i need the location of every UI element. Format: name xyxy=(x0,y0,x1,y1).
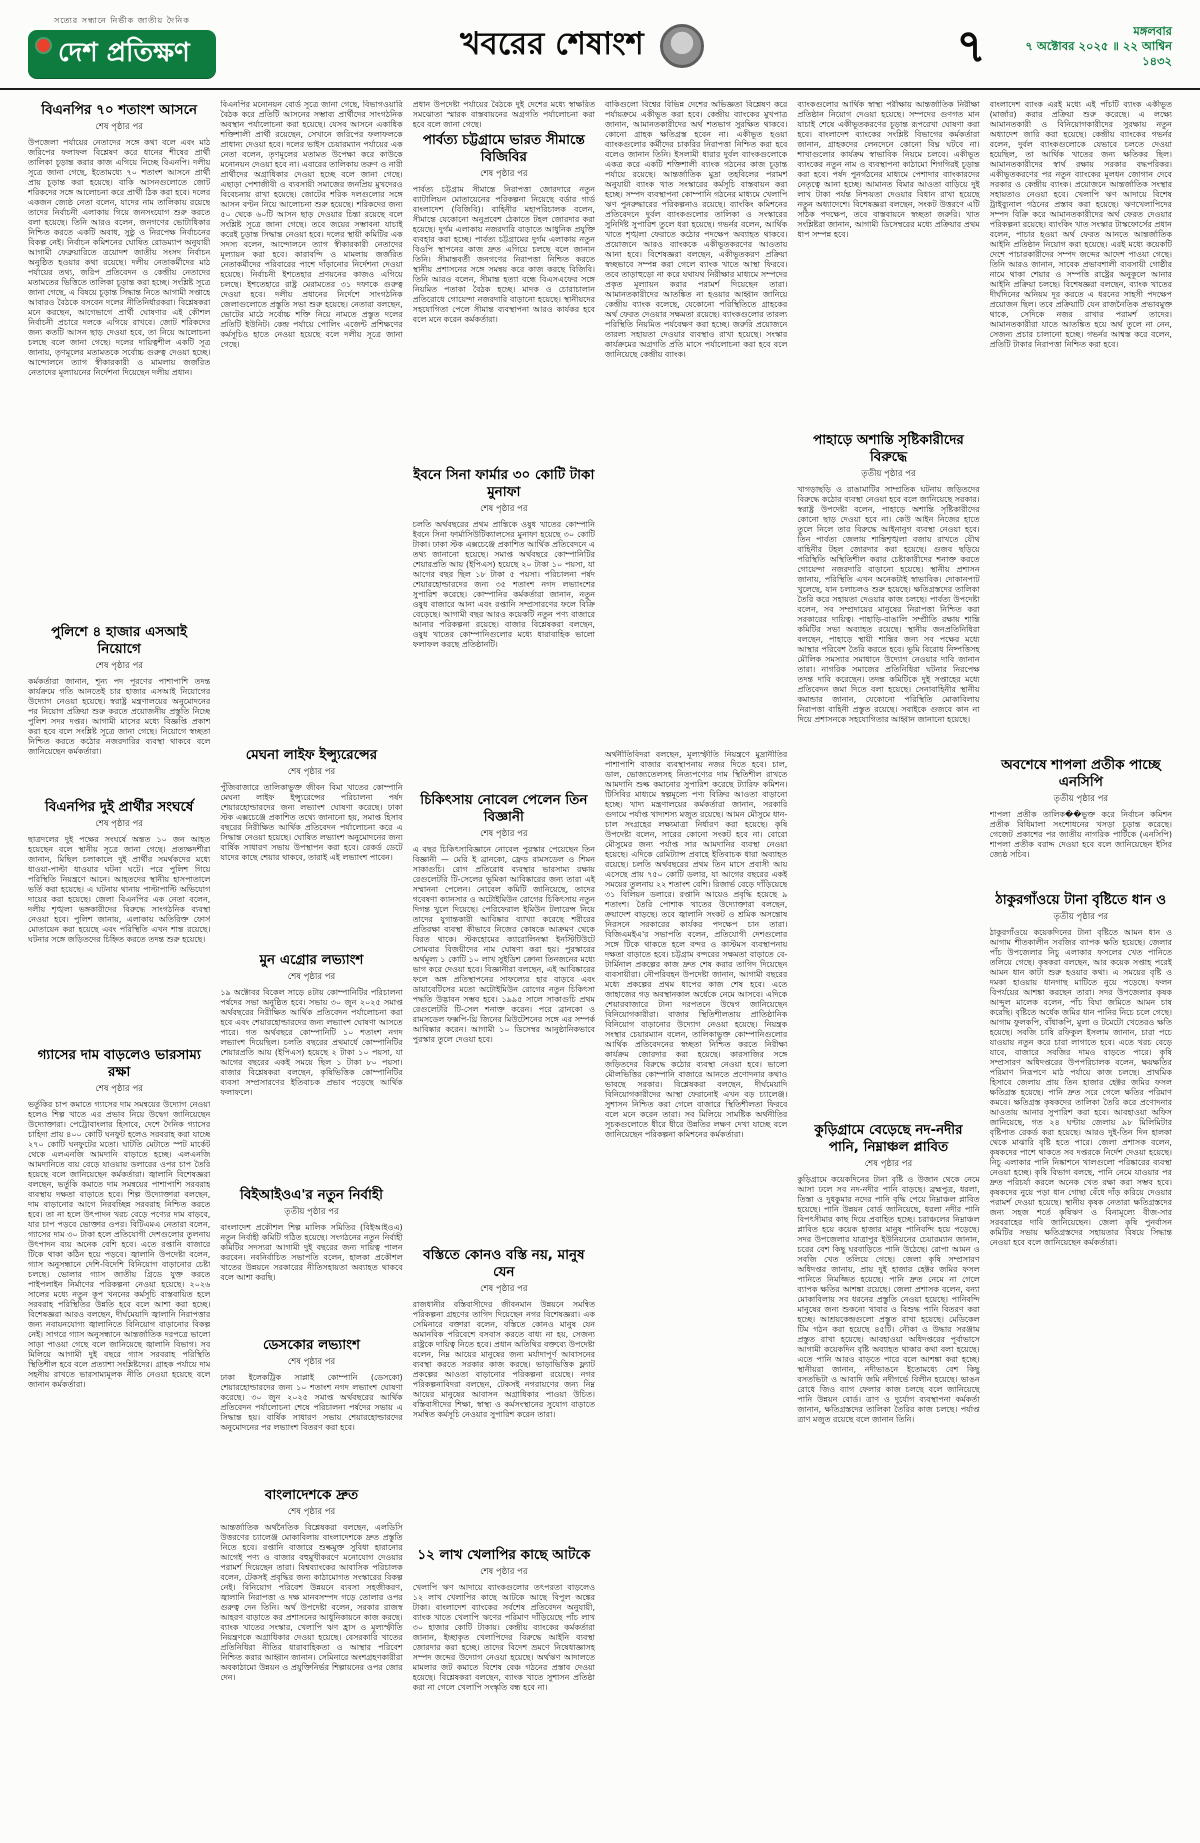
article-body: অর্থনীতিবিদরা বলছেন, মূল্যস্ফীতি নিয়ন্ত্রণে মুদ্রানীতির পাশাপাশি বাজার ব্যবস্থাপনায় নজর দিতে হবে। চাল, ডাল, ভোজ্যতেলসহ নিত্যপণ্যের দাম স্থিতিশীল রাখতে আমদানি শুল্ক কমানোর সুপারিশ করেছে ট্যারিফ কমিশন। টিসিবির মাধ্যমে স্বল্পমূল্যে পণ্য বিক্রির আওতা বাড়ানো হচ্ছে। খাদ্য মন্ত্রণালয়ের কর্মকর্তারা জানান, সরকারি গুদামে পর্যাপ্ত খাদ্যশস্য মজুত রয়েছে। আমন মৌসুমে ধান-চাল সংগ্রহের লক্ষ্যমাত্রা নির্ধারণ করা হয়েছে। কৃষি উপদেষ্টা বলেন, সারের কোনো সংকট হবে না। বোরো মৌসুমের জন্য পর্যাপ্ত সার আমদানির ব্যবস্থা নেওয়া হয়েছে। এদিকে রেমিট্যান্স প্রবাহে ইতিবাচক ধারা অব্যাহত রয়েছে। চলতি অর্থবছরের প্রথম তিন মাসে প্রবাসী আয় এসেছে প্রায় ৭৫০ কোটি ডলার, যা আগের বছরের একই সময়ের তুলনায় ২২ শতাংশ বেশি। রিজার্ভ বেড়ে দাঁড়িয়েছে ৩১ বিলিয়ন ডলারে। রপ্তানি আয়েও প্রবৃদ্ধি হয়েছে ৯ শতাংশ। তৈরি পোশাক খাতের উদ্যোক্তারা বলছেন, ক্রয়াদেশ বাড়ছে। তবে জ্বালানি সংকট ও শ্রমিক অসন্তোষ নিরসনে সরকারের কার্যকর পদক্ষেপ চান তারা। বিজিএমইএ'র সভাপতি বলেন, প্রতিযোগী দেশগুলোর সঙ্গে টিকে থাকতে হলে বন্দর ও কাস্টমস ব্যবস্থাপনায় দক্ষতা বাড়াতে হবে। চট্টগ্রাম বন্দরের সক্ষমতা বাড়াতে বে-টার্মিনাল প্রকল্পের কাজ দ্রুত শেষ করার তাগিদ দিয়েছেন ব্যবসায়ীরা। নৌপরিবহন উপদেষ্টা জানান, আগামী বছরের মধ্যে প্রকল্পের প্রথম ধাপের কাজ শেষ হবে। এতে জাহাজের গড় অবস্থানকাল অর্ধেকে নেমে আসবে। এদিকে শেয়ারবাজারে টানা দরপতনে উদ্বেগ জানিয়েছেন বিনিয়োগকারীরা। বাজার স্থিতিশীলতায় প্রাতিষ্ঠানিক বিনিয়োগ বাড়ানোর উদ্যোগ নেওয়া হয়েছে। নিয়ন্ত্রক সংস্থার চেয়ারম্যান বলেন, তালিকাভুক্ত কোম্পানিগুলোর আর্থিক প্রতিবেদনের স্বচ্ছতা নিশ্চিত করতে নিরীক্ষা কার্যক্রম জোরদার করা হয়েছে। কারসাজির সঙ্গে জড়িতদের বিরুদ্ধে কঠোর ব্যবস্থা নেওয়া হবে। ভালো মৌলভিত্তির কোম্পানি বাজারে আনতে প্রণোদনার কথাও ভাবছে সরকার। বিশ্লেষকরা বলছেন, দীর্ঘমেয়াদি বিনিয়োগকারীদের আস্থা ফেরানোই এখন বড় চ্যালেঞ্জ। সুশাসন নিশ্চিত করা গেলে বাজারে স্থিতিশীলতা ফিরবে বলে মনে করেন তারা। সব মিলিয়ে সামষ্টিক অর্থনীতির সূচকগুলোতে ধীরে ধীরে উন্নতির লক্ষণ দেখা যাচ্ছে বলে জানিয়েছেন পরিকল্পনা কমিশনের কর্মকর্তারা। xyxy=(604,750,788,1139)
article-headline: বিইআইওএ'র নতুন নির্বাহী xyxy=(240,1187,383,1203)
masthead-brand xyxy=(28,15,216,78)
article-body: চলতি অর্থবছরের প্রথম প্রান্তিকে ওষুধ খাতের কোম্পানি ইবনে সিনা ফার্মাসিউটিক্যালসের মুনাফা হয়েছে ৩০ কোটি টাকা। ঢাকা স্টক এক্সচেঞ্জে প্রকাশিত আর্থিক প্রতিবেদনে এ তথ্য জানানো হয়েছে। সমাপ্ত অর্থবছরে কোম্পানিটির শেয়ারপ্রতি আয় (ইপিএস) হয়েছে ২০ টাকা ১০ পয়সা, যা আগের বছর ছিল ১৮ টাকা ৫ পয়সা। পরিচালনা পর্ষদ শেয়ারহোল্ডারদের জন্য ৩৫ শতাংশ নগদ লভ্যাংশের সুপারিশ করেছে। কোম্পানির কর্মকর্তারা জানান, নতুন ওষুধ বাজারে আনা এবং রপ্তানি সম্প্রসারণের ফলে বিক্রি বেড়েছে। আগামী বছর আরও কয়েকটি নতুন পণ্য বাজারে আনার পরিকল্পনা রয়েছে। বাজার বিশ্লেষকরা বলছেন, ওষুধ খাতের কোম্পানিগুলোর মধ্যে ধারাবাহিক ভালো ফলাফল করছে প্রতিষ্ঠানটি। xyxy=(412,520,595,649)
article-body: কর্মকর্তারা জানান, শূন্য পদ পূরণের পাশাপাশি তদন্ত কার্যক্রমে গতি আনতেই চার হাজার এসআই নিয়োগের উদ্যোগ নেওয়া হয়েছে। স্বরাষ্ট্র মন্ত্রণালয়ের অনুমোদনের পর নিয়োগ প্রক্রিয়া শুরু করতে প্রয়োজনীয় প্রস্তুতি নিচ্ছে পুলিশ সদর দপ্তর। আগামী মাসের মধ্যে বিজ্ঞপ্তি প্রকাশ করা হবে বলে সংশ্লিষ্ট সূত্রে জানা গেছে। নিয়োগে স্বচ্ছতা নিশ্চিত করতে কঠোর নজরদারির ব্যবস্থা থাকবে বলে জানিয়েছেন কর্মকর্তারা। xyxy=(28,677,211,756)
article xyxy=(28,100,210,622)
article-body: কুড়িগ্রামে কয়েকদিনের টানা বৃষ্টি ও উজান থেকে নেমে আসা ঢলে সব নদ-নদীর পানি বাড়ছে। ব্রহ্মপুত্র, ধরলা, তিস্তা ও দুধকুমার নদের পানি বৃদ্ধি পেয়ে নিম্নাঞ্চল প্লাবিত হয়েছে। পানি উন্নয়ন বোর্ড জানিয়েছে, ধরলা নদীর পানি বিপৎসীমার কাছ দিয়ে প্রবাহিত হচ্ছে। চরাঞ্চলের নিম্নাঞ্চল প্লাবিত হয়ে কয়েক হাজার মানুষ পানিবন্দি হয়ে পড়েছে। সদর উপজেলার যাত্রাপুর ইউনিয়নের চেয়ারম্যান জানান, চরের বেশ কিছু ঘরবাড়িতে পানি উঠেছে। রোপা আমন ও সবজি খেত তলিয়ে গেছে। জেলা কৃষি সম্প্রসারণ অধিদপ্তর জানায়, প্রায় দুই হাজার হেক্টর জমির ফসল পানিতে নিমজ্জিত হয়েছে। পানি দ্রুত নেমে না গেলে ব্যাপক ক্ষতির আশঙ্কা রয়েছে। জেলা প্রশাসক বলেন, বন্যা মোকাবিলায় সব ধরনের প্রস্তুতি নেওয়া হয়েছে। পানিবন্দি মানুষের জন্য শুকনো খাবার ও বিশুদ্ধ পানি বিতরণ করা হচ্ছে। আশ্রয়কেন্দ্রগুলো প্রস্তুত রাখা হয়েছে। মেডিকেল টিম গঠন করা হয়েছে ৪৫টি। নৌকা ও উদ্ধার সরঞ্জাম প্রস্তুত রাখা হয়েছে। আবহাওয়া অধিদপ্তরের পূর্বাভাসে আগামী কয়েকদিন বৃষ্টি অব্যাহত থাকার কথা বলা হয়েছে। এতে পানি আরও বাড়তে পারে বলে আশঙ্কা করা হচ্ছে। স্থানীয়রা জানান, নদীভাঙনে ইতোমধ্যে বেশ কিছু বসতভিটা ও আবাদি জমি নদীগর্ভে বিলীন হয়েছে। ভাঙন রোধে জিও ব্যাগ ফেলার কাজ চলছে বলে জানিয়েছে পানি উন্নয়ন বোর্ড। ত্রাণ ও দুর্যোগ ব্যবস্থাপনা কর্মকর্তা জানান, ক্ষতিগ্রস্তদের তালিকা তৈরির কাজ চলছে। পর্যাপ্ত ত্রাণ মজুত রয়েছে বলে জানান তিনি। xyxy=(797,1175,980,1424)
article-body: বাকিগুলো বিশ্বের বিভিন্ন দেশের অভিজ্ঞতা বিশ্লেষণ করে পর্যায়ক্রমে একীভূত করা হবে। কেন্দ্রীয় ব্যাংকের মুখপাত্র জানান, আমানতকারীদের অর্থ শতভাগ সুরক্ষিত থাকবে। কোনো গ্রাহক ক্ষতিগ্রস্ত হবেন না। একীভূত হওয়া ব্যাংকগুলোর কর্মীদের চাকরির নিরাপত্তা নিশ্চিত করা হবে বলেও জানান তিনি। ইসলামী ধারার দুর্বল ব্যাংকগুলোকে একত্র করে একটি শক্তিশালী ব্যাংক গঠনের কাজ চূড়ান্ত পর্যায়ে রয়েছে। আন্তর্জাতিক মুদ্রা তহবিলের পরামর্শ অনুযায়ী ব্যাংক খাত সংস্কারের কর্মসূচি বাস্তবায়ন করা হচ্ছে। সম্পদ ব্যবস্থাপনা কোম্পানি গঠনের মাধ্যমে খেলাপি ঋণ পুনরুদ্ধারের পরিকল্পনাও রয়েছে। ব্যাংকিং কমিশনের প্রতিবেদনে দুর্বল ব্যাংকগুলোর তালিকা ও সংস্কারের সুনির্দিষ্ট সুপারিশ তুলে ধরা হয়েছে। গভর্নর বলেন, আর্থিক খাতে শৃঙ্খলা ফেরাতে কঠোর পদক্ষেপ অব্যাহত থাকবে। প্রয়োজনে আরও ব্যাংককে একীভূতকরণের আওতায় আনা হবে। বিশেষজ্ঞরা বলছেন, একীভূতকরণ প্রক্রিয়া স্বচ্ছভাবে সম্পন্ন করা গেলে ব্যাংক খাতে আস্থা ফিরবে। তবে তাড়াহুড়ো না করে যথাযথ নিরীক্ষার মাধ্যমে সম্পদের প্রকৃত মূল্যায়ন করার পরামর্শ দিয়েছেন তারা। আমানতকারীদের আতঙ্কিত না হওয়ার আহ্বান জানিয়ে কেন্দ্রীয় ব্যাংক বলেছে, যেকোনো পরিস্থিতিতে গ্রাহকের অর্থ ফেরত দেওয়ার সক্ষমতা রয়েছে। ব্যাংকগুলোর তারল্য পরিস্থিতি নিয়মিত পর্যবেক্ষণ করা হচ্ছে। জরুরি প্রয়োজনে তারল্য সহায়তা দেওয়ার ব্যবস্থাও রাখা হয়েছে। সংস্কার কার্যক্রমের অগ্রগতি প্রতি মাসে পর্যালোচনা করা হবে বলে জানিয়েছে কেন্দ্রীয় ব্যাংক। xyxy=(604,100,788,359)
article-headline: গ্যাসের দাম বাড়লেও ভারসাম্য রক্ষা xyxy=(37,1047,201,1080)
article-continuation xyxy=(413,100,595,130)
masthead-name: দেশ প্রতিক্ষণ xyxy=(58,37,190,68)
dateline xyxy=(1012,24,1172,69)
continued-from-note: শেষ পৃষ্ঠার পর xyxy=(287,767,336,777)
article-body: আন্তর্জাতিক অর্থনৈতিক বিশ্লেষকরা বলছেন, এলডিসি উত্তরণের চ্যালেঞ্জ মোকাবিলায় বাংলাদেশকে দ্রুত প্রস্তুতি নিতে হবে। রপ্তানি বাজারে শুল্কমুক্ত সুবিধা হারানোর আগেই পণ্য ও বাজার বহুমুখীকরণে মনোযোগ দেওয়ার পরামর্শ দিয়েছেন তারা। বিশ্বব্যাংকের আবাসিক পরিচালক বলেন, টেকসই প্রবৃদ্ধির জন্য কাঠামোগত সংস্কারের বিকল্প নেই। বিনিয়োগ পরিবেশ উন্নয়নে ব্যবসা সহজীকরণ, জ্বালানি নিরাপত্তা ও দক্ষ মানবসম্পদ গড়ে তোলার ওপর গুরুত্ব দেন তিনি। অর্থ উপদেষ্টা বলেন, সরকার রাজস্ব আহরণ বাড়াতে কর প্রশাসনের আধুনিকায়নে কাজ করছে। ব্যাংক খাতের সংস্কার, খেলাপি ঋণ হ্রাস ও মূল্যস্ফীতি নিয়ন্ত্রণকে অগ্রাধিকার দেওয়া হয়েছে। বেসরকারি খাতের প্রতিনিধিরা নীতির ধারাবাহিকতা ও আস্থার পরিবেশ নিশ্চিত করার আহ্বান জানান। সেমিনারে অংশগ্রহণকারীরা অবকাঠামো উন্নয়ন ও প্রযুক্তিনির্ভর শিল্পায়নের ওপর জোর দেন। xyxy=(220,1523,403,1682)
article-body: বাংলাদেশ ব্যাংক এরই মধ্যে এই পাঁচটি ব্যাংক একীভূত (মার্জার) করার প্রক্রিয়া শুরু করেছে। এ লক্ষ্যে আমানতকারী ও বিনিয়োগকারীদের সুরক্ষায় নতুন অধ্যাদেশ জারি করা হয়েছে। কেন্দ্রীয় ব্যাংকের গভর্নর বলেন, দুর্বল ব্যাংকগুলোকে যেভাবে চলতে দেওয়া হয়েছিল, তা আর্থিক খাতের জন্য ক্ষতিকর ছিল। আমানতকারীদের স্বার্থ রক্ষায় সরকার বদ্ধপরিকর। একীভূতকরণের পর নতুন ব্যাংকের মূলধন জোগান দেবে সরকার ও কেন্দ্রীয় ব্যাংক। প্রয়োজনে আন্তর্জাতিক সংস্থার সহায়তাও নেওয়া হবে। খেলাপি ঋণ আদায়ে বিশেষ ট্রাইব্যুনাল গঠনের প্রস্তাব করা হয়েছে। ঋণখেলাপিদের সম্পদ বিক্রি করে আমানতকারীদের অর্থ ফেরত দেওয়ার পরিকল্পনা রয়েছে। ব্যাংকিং খাত সংস্কার টাস্কফোর্সের প্রধান বলেন, পাচার হওয়া অর্থ ফেরত আনতে আন্তর্জাতিক আইনি প্রতিষ্ঠান নিয়োগ করা হয়েছে। এরই মধ্যে কয়েকটি দেশে পাচারকারীদের সম্পদ জব্দের আদেশ পাওয়া গেছে। তিনি আরও জানান, সাবেক প্রভাবশালী ব্যবসায়ী গোষ্ঠীর নামে থাকা শেয়ার ও সম্পত্তি রাষ্ট্রের অনুকূলে আনার আইনি প্রক্রিয়া চলছে। বিশেষজ্ঞরা বলছেন, ব্যাংক খাতের দীর্ঘদিনের অনিয়ম দূর করতে এ ধরনের সাহসী পদক্ষেপ প্রয়োজন ছিল। তবে প্রক্রিয়াটি যেন রাজনৈতিক প্রভাবমুক্ত থাকে, সেদিকে নজর রাখার পরামর্শ তাদের। আমানতকারীরা যাতে আতঙ্কিত হয়ে অর্থ তুলে না নেন, সেজন্য প্রচার চালানো হচ্ছে। গভর্নর আশ্বস্ত করে বলেন, প্রতিটি টাকার নিরাপত্তা নিশ্চিত করা হবে। xyxy=(989,100,1172,349)
continued-from-note: শেষ পৃষ্ঠার পর xyxy=(95,122,143,132)
article xyxy=(413,1545,595,1840)
dateline-date: ৭ অক্টোবর ২০২৫ ॥ ২২ আশ্বিন ১৪৩২ xyxy=(1025,38,1172,68)
article-headline: বিএনপির দুই প্রার্থীর সংঘর্ষে xyxy=(45,799,194,815)
section-title-group xyxy=(460,20,704,72)
article-headline: পার্বত্য চট্টগ্রামে ভারত সীমান্তে বিজিবির xyxy=(422,132,585,165)
article xyxy=(413,790,595,1245)
article xyxy=(413,465,595,790)
article xyxy=(413,1245,595,1545)
continued-from-note: শেষ পৃষ্ঠার পর xyxy=(864,1159,913,1169)
article-headline: বিএনপির ৭০ শতাংশ আসনে xyxy=(41,102,198,118)
article-body: পার্বত্য চট্টগ্রাম সীমান্তে নিরাপত্তা জোরদারে নতুন ব্যাটালিয়ন মোতায়েনের পরিকল্পনা নিয়েছে বর্ডার গার্ড বাংলাদেশ (বিজিবি)। বাহিনীর মহাপরিচালক বলেন, সীমান্তে যেকোনো অনুপ্রবেশ ঠেকাতে টহল জোরদার করা হয়েছে। দুর্গম এলাকায় নজরদারি বাড়াতে আধুনিক প্রযুক্তি ব্যবহার করা হচ্ছে। পার্বত্য চট্টগ্রামের দুর্গম এলাকায় নতুন বিওপি স্থাপনের কাজ দ্রুত এগিয়ে চলছে বলে জানান তিনি। সীমান্তবর্তী জনগণের নিরাপত্তা নিশ্চিত করতে স্থানীয় প্রশাসনের সঙ্গে সমন্বয় করে কাজ করছে বিজিবি। তিনি আরও বলেন, সীমান্ত হত্যা বন্ধে বিএসএফের সঙ্গে নিয়মিত পতাকা বৈঠক হচ্ছে। মাদক ও চোরাচালান প্রতিরোধে গোয়েন্দা নজরদারি বাড়ানো হয়েছে। স্থানীয়দের সহযোগিতা পেলে সীমান্ত ব্যবস্থাপনা আরও কার্যকর হবে বলে মনে করেন কর্মকর্তারা। xyxy=(412,185,595,324)
column-6 xyxy=(990,100,1172,1840)
continued-from-note: শেষ পৃষ্ঠার পর xyxy=(480,1567,528,1577)
press-emblem-icon xyxy=(660,24,704,68)
article-body: খেলাপি ঋণ আদায়ে ব্যাংকগুলোর তৎপরতা বাড়লেও ১২ লাখ খেলাপির কাছে আটকে আছে বিপুল অঙ্কের টাকা। বাংলাদেশ ব্যাংকের সর্বশেষ প্রতিবেদন অনুযায়ী, ব্যাংক খাতে খেলাপি ঋণের পরিমাণ দাঁড়িয়েছে পাঁচ লাখ ৩০ হাজার কোটি টাকায়। কেন্দ্রীয় ব্যাংকের কর্মকর্তারা জানান, ইচ্ছাকৃত খেলাপিদের বিরুদ্ধে আইনি ব্যবস্থা জোরদার করা হচ্ছে। তাদের বিদেশ ভ্রমণে নিষেধাজ্ঞাসহ সম্পদ জব্দের উদ্যোগ নেওয়া হয়েছে। অর্থঋণ আদালতে মামলার জট কমাতে বিশেষ বেঞ্চ গঠনের প্রস্তাব দেওয়া হয়েছে। বিশ্লেষকরা বলছেন, ব্যাংক খাতে সুশাসন প্রতিষ্ঠা করা না গেলে খেলাপি সংস্কৃতি বন্ধ হবে না। xyxy=(412,1583,595,1692)
article xyxy=(797,1120,979,1840)
article-body: ঠাকুরগাঁওয়ে কয়েকদিনের টানা বৃষ্টিতে আমন ধান ও আগাম শীতকালীন সবজির ব্যাপক ক্ষতি হয়েছে। জেলার পাঁচ উপজেলার নিচু এলাকার ফসলের খেত পানিতে তলিয়ে গেছে। কৃষকরা বলছেন, আর কয়েক সপ্তাহ পরেই আমন ধান কাটা শুরু হওয়ার কথা। এ সময়ের বৃষ্টি ও দমকা হাওয়ায় ধানগাছ মাটিতে নুয়ে পড়েছে। ফলন বিপর্যয়ের আশঙ্কা করছেন তারা। সদর উপজেলার কৃষক আব্দুল মালেক বলেন, পাঁচ বিঘা জমিতে আমন চাষ করেছি। বৃষ্টিতে অর্ধেক জমির ধান পানির নিচে চলে গেছে। আগাম ফুলকপি, বাঁধাকপি, মুলা ও টমেটো খেতেরও ক্ষতি হয়েছে। সবজি চাষি রফিকুল ইসলাম জানান, চারা পচে যাওয়ায় নতুন করে চারা লাগাতে হবে। এতে খরচ বেড়ে যাবে, বাজারে সবজির দামও বাড়তে পারে। কৃষি সম্প্রসারণ অধিদপ্তরের উপপরিচালক বলেন, ক্ষয়ক্ষতির পরিমাণ নিরূপণে মাঠ পর্যায়ে কাজ চলছে। প্রাথমিক হিসাবে জেলায় প্রায় তিন হাজার হেক্টর জমির ফসল ক্ষতিগ্রস্ত হয়েছে। পানি দ্রুত সরে গেলে ক্ষতির পরিমাণ কমবে। ক্ষতিগ্রস্ত কৃষকদের তালিকা তৈরি করে প্রণোদনার আওতায় আনার সুপারিশ করা হবে। আবহাওয়া অফিস জানিয়েছে, গত ২৪ ঘণ্টায় জেলায় ৯৮ মিলিমিটার বৃষ্টিপাত রেকর্ড করা হয়েছে। আরও দুই-তিন দিন হালকা থেকে মাঝারি বৃষ্টি হতে পারে। জেলা প্রশাসক বলেন, কৃষকদের পাশে থাকতে সব দপ্তরকে নির্দেশ দেওয়া হয়েছে। নিচু এলাকার পানি নিষ্কাশনে খালগুলো পরিষ্কারের ব্যবস্থা নেওয়া হচ্ছে। কৃষি বিভাগ বলছে, পানি নেমে যাওয়ার পর দ্রুত পরিচর্যা করলে অনেক খেত রক্ষা করা সম্ভব হবে। কৃষকদের নুয়ে পড়া ধান গোছা বেঁধে দাঁড় করিয়ে দেওয়ার পরামর্শ দেওয়া হয়েছে। স্থানীয় কৃষক নেতারা ক্ষতিগ্রস্তদের জন্য সহজ শর্তে কৃষিঋণ ও বিনামূল্যে বীজ-সার সরবরাহের দাবি জানিয়েছেন। জেলা কৃষি পুনর্বাসন কমিটির সভায় ক্ষতিগ্রস্তদের সহায়তার বিষয়ে সিদ্ধান্ত নেওয়া হবে বলে জানিয়েছেন কর্মকর্তারা। xyxy=(989,928,1172,1247)
dateline-weekday: মঙ্গলবার xyxy=(1133,23,1172,38)
article-body: উপজেলা পর্যায়ের নেতাদের সঙ্গে কথা বলে এবং মাঠ জরিপের ফলাফল বিশ্লেষণ করে ধানের শীষের প্রার্থী তালিকা চূড়ান্ত করার কাজ এগিয়ে নিচ্ছে বিএনপি। দলীয় সূত্রে জানা গেছে, ইতোমধ্যে ৭০ শতাংশ আসনে প্রার্থী প্রায় চূড়ান্ত করা হয়েছে। বাকি আসনগুলোতে জোট শরিকদের সঙ্গে আলোচনা করে প্রার্থী ঠিক করা হবে। দলের একজন জ্যেষ্ঠ নেতা বলেন, যাদের নাম তালিকায় রয়েছে তাদের নির্বাচনী এলাকায় গিয়ে জনসংযোগ শুরু করতে বলা হয়েছে। তিনি আরও বলেন, জনগণের ভোটাধিকার নিশ্চিত করতে একটি অবাধ, সুষ্ঠু ও নিরপেক্ষ নির্বাচনের বিকল্প নেই। নির্বাচন কমিশনের ঘোষিত রোডম্যাপ অনুযায়ী আগামী ফেব্রুয়ারিতে ত্রয়োদশ জাতীয় সংসদ নির্বাচন অনুষ্ঠিত হওয়ার কথা রয়েছে। দলীয় নেতাকর্মীদের মাঠ পর্যায়ের তথ্য, জরিপ প্রতিবেদন ও কেন্দ্রীয় নেতাদের মতামতের ভিত্তিতে তালিকা চূড়ান্ত করা হচ্ছে। সংশ্লিষ্ট সূত্রে জানা গেছে, এ বিষয়ে চূড়ান্ত সিদ্ধান্ত নিতে আগামী সপ্তাহে আবারও বৈঠকে বসবেন দলের নীতিনির্ধারকরা। বিশ্লেষকরা মনে করছেন, আগেভাগে প্রার্থী ঘোষণার এই কৌশল নির্বাচনী প্রচারে দলকে এগিয়ে রাখবে। জোট শরিকদের জন্য কতটি আসন ছাড় দেওয়া হবে, তা নিয়ে আলোচনা চলছে বলে জানা গেছে। দলের দায়িত্বশীল একটি সূত্র জানায়, তৃণমূলের মতামতকে সর্বোচ্চ গুরুত্ব দেওয়া হচ্ছে। আন্দোলনে ত্যাগ স্বীকারকারী ও মামলায় জর্জরিত নেতাদের মূল্যায়নের নির্দেশনা দিয়েছেন দলীয় প্রধান। xyxy=(28,138,211,377)
article-body: প্রধান উপদেষ্টা পর্যায়ের বৈঠকে দুই দেশের মধ্যে স্বাক্ষরিত সমঝোতা স্মারক বাস্তবায়নের অগ্রগতি পর্যালোচনা করা হবে বলে জানা গেছে। xyxy=(412,100,595,129)
article xyxy=(797,430,979,1120)
column-4 xyxy=(605,100,787,1840)
article-body: খাগড়াছড়ি ও রাঙামাটির সাম্প্রতিক ঘটনায় জড়িতদের বিরুদ্ধে কঠোর ব্যবস্থা নেওয়া হবে বলে জানিয়েছে সরকার। স্বরাষ্ট্র উপদেষ্টা বলেন, পাহাড়ে অশান্তি সৃষ্টিকারীদের কোনো ছাড় দেওয়া হবে না। কেউ আইন নিজের হাতে তুলে নিলে তার বিরুদ্ধে আইনানুগ ব্যবস্থা নেওয়া হবে। তিন পার্বত্য জেলায় শান্তিশৃঙ্খলা বজায় রাখতে যৌথ বাহিনীর টহল জোরদার করা হয়েছে। গুজব ছড়িয়ে পরিস্থিতি অস্থিতিশীল করার চেষ্টাকারীদের শনাক্ত করতে গোয়েন্দা নজরদারি বাড়ানো হয়েছে। স্থানীয় প্রশাসন জানায়, পরিস্থিতি এখন অনেকটাই স্বাভাবিক। দোকানপাট খুলেছে, যান চলাচলও শুরু হয়েছে। ক্ষতিগ্রস্তদের তালিকা তৈরি করে সহায়তা দেওয়ার কাজ চলছে। পার্বত্য উপদেষ্টা বলেন, সব সম্প্রদায়ের মানুষের নিরাপত্তা নিশ্চিত করা সরকারের দায়িত্ব। পাহাড়ি-বাঙালি সম্প্রীতি রক্ষায় শান্তি কমিটির সভা অব্যাহত রয়েছে। স্থানীয় জনপ্রতিনিধিরা বলছেন, পাহাড়ে স্থায়ী শান্তির জন্য সব পক্ষের মধ্যে আস্থার পরিবেশ তৈরি করতে হবে। ভূমি বিরোধ নিষ্পত্তিসহ মৌলিক সমস্যার সমাধানে উদ্যোগ নেওয়ার দাবি জানান তারা। নাগরিক সমাজের প্রতিনিধিরা ঘটনার নিরপেক্ষ তদন্ত দাবি করেছেন। তদন্ত কমিটিকে দুই সপ্তাহের মধ্যে প্রতিবেদন জমা দিতে বলা হয়েছে। সেনাবাহিনীর স্থানীয় কমান্ডার জানান, যেকোনো পরিস্থিতি মোকাবিলায় নিরাপত্তা বাহিনী প্রস্তুত রয়েছে। সবাইকে গুজবে কান না দিয়ে প্রশাসনকে সহযোগিতার আহ্বান জানানো হয়েছে। xyxy=(797,485,980,724)
article xyxy=(413,130,595,465)
article-headline: মুন এগ্রোর লভ্যাংশ xyxy=(259,952,364,968)
article-body: শাপলা প্রতীক তালিক��ভুক্ত করে নির্বাচন কমিশন প্রতীক বিধিমালা সংশোধনের খসড়া চূড়ান্ত করেছে। গেজেট প্রকাশের পর জাতীয় নাগরিক পার্টিকে (এনসিপি) শাপলা প্রতীক বরাদ্দ দেওয়া হবে বলে জানিয়েছেন ইসির জ্যেষ্ঠ সচিব। xyxy=(989,810,1172,859)
article-body: বিএনপির মনোনয়ন বোর্ড সূত্রে জানা গেছে, বিভাগওয়ারি বৈঠক করে প্রতিটি আসনের সম্ভাব্য প্রার্থীদের সাংগঠনিক অবস্থান পর্যালোচনা করা হয়েছে। যেসব আসনে একাধিক শক্তিশালী প্রার্থী রয়েছেন, সেখানে জরিপের ফলাফলকে প্রাধান্য দেওয়া হবে। দলের ভাইস চেয়ারম্যান পর্যায়ের এক নেতা বলেন, তৃণমূলের মতামত উপেক্ষা করে কাউকে মনোনয়ন দেওয়া হবে না। এবারের তালিকায় তরুণ ও নারী প্রার্থীদের অগ্রাধিকার দেওয়া হচ্ছে বলে জানা গেছে। এছাড়া পেশাজীবী ও ব্যবসায়ী সমাজের জনপ্রিয় মুখদেরও বিবেচনায় রাখা হয়েছে। জোটের শরিক দলগুলোর সঙ্গে আসন বণ্টন নিয়ে আলোচনা শুরু হয়েছে। শরিকদের জন্য ৫০ থেকে ৬০টি আসন ছাড় দেওয়ার চিন্তা রয়েছে বলে সংশ্লিষ্ট সূত্রে জানা গেছে। তবে জয়ের সম্ভাবনা যাচাই করেই চূড়ান্ত সিদ্ধান্ত নেওয়া হবে। দলের স্থায়ী কমিটির এক সদস্য বলেন, আন্দোলনে ত্যাগ স্বীকারকারী নেতাদের মূল্যায়ন করা হবে। কারাবন্দি ও মামলায় জর্জরিত নেতাকর্মীদের পরিবারের পাশে দাঁড়ানোর নির্দেশনা দেওয়া হয়েছে। নির্বাচনী ইশতেহার প্রণয়নের কাজও এগিয়ে চলছে। ইশতেহারে রাষ্ট্র মেরামতের ৩১ দফাকে গুরুত্ব দেওয়া হবে। দলীয় প্রধানের নির্দেশে সাংগঠনিক জেলাগুলোতে প্রস্তুতি সভা শুরু হয়েছে। নেতারা বলছেন, ভোটের মাঠে সর্বোচ্চ শক্তি নিয়ে নামতে প্রস্তুত দলের প্রতিটি ইউনিট। কেন্দ্র পর্যায়ে পোলিং এজেন্ট প্রশিক্ষণের কর্মসূচিও হাতে নেওয়া হয়েছে বলে দলীয় সূত্রে জানা গেছে। xyxy=(220,100,403,349)
article xyxy=(220,1185,402,1335)
article-headline: ঠাকুরগাঁওয়ে টানা বৃষ্টিতে ধান ও xyxy=(995,892,1167,908)
continued-from-note: শেষ পৃষ্ঠার পর xyxy=(287,1507,336,1517)
page-number: ৭ xyxy=(956,19,986,73)
article-headline: কুড়িগ্রামে বেড়েছে নদ-নদীর পানি, নিম্নাঞ্চল প্লাবিত xyxy=(814,1122,963,1155)
article-continuation xyxy=(605,750,787,1840)
article-body: ভর্তুকির চাপ কমাতে গ্যাসের দাম সমন্বয়ের উদ্যোগ নেওয়া হলেও শিল্প খাতে এর প্রভাব নিয়ে উদ্বেগ জানিয়েছেন উদ্যোক্তারা। পেট্রোবাংলার হিসাবে, দেশে দৈনিক গ্যাসের চাহিদা প্রায় ৪০০ কোটি ঘনফুট হলেও সরবরাহ করা যাচ্ছে ২৭০ কোটি ঘনফুটের মতো। ঘাটতি মেটাতে স্পট মার্কেট থেকে এলএনজি আমদানি বাড়াতে হচ্ছে। এলএনজি আমদানিতে ব্যয় বেড়ে যাওয়ায় ডলারের ওপর চাপ তৈরি হয়েছে বলে জানিয়েছেন কর্মকর্তারা। জ্বালানি বিশেষজ্ঞরা বলছেন, ভর্তুকি কমাতে দাম সমন্বয়ের পাশাপাশি সরবরাহ ব্যবস্থায় দক্ষতা বাড়াতে হবে। শিল্প উদ্যোক্তারা বলছেন, দাম বাড়ানোর আগে নিরবচ্ছিন্ন সরবরাহ নিশ্চিত করতে হবে। তা না হলে উৎপাদন খরচ বেড়ে পণ্যের দাম বাড়বে, যার চাপ পড়বে ভোক্তার ওপর। বিটিএমএ নেতারা বলেন, গ্যাসের দাম ৩০ টাকা হলে প্রতিযোগী দেশগুলোর তুলনায় উৎপাদন ব্যয় অনেক বেশি হবে। এতে রপ্তানি বাজারে টিকে থাকা কঠিন হয়ে পড়বে। জ্বালানি উপদেষ্টা বলেন, গ্যাস অনুসন্ধানে দেশি-বিদেশি বিনিয়োগ বাড়ানোর চেষ্টা চলছে। ভোলার গ্যাস জাতীয় গ্রিডে যুক্ত করতে পাইপলাইন নির্মাণের পরিকল্পনা নেওয়া হয়েছে। ২০২৬ সালের মধ্যে নতুন কূপ খননের কর্মসূচি বাস্তবায়িত হলে সরবরাহ পরিস্থিতির উন্নতি হবে বলে আশা করা হচ্ছে। বিশেষজ্ঞরা আরও বলছেন, দীর্ঘমেয়াদি জ্বালানি নিরাপত্তার জন্য নবায়নযোগ্য জ্বালানিতে বিনিয়োগ বাড়ানোর বিকল্প নেই। সাগরে গ্যাস অনুসন্ধানে আন্তর্জাতিক দরপত্রে ভালো সাড়া পাওয়া গেছে বলে জানিয়েছে জ্বালানি বিভাগ। সব মিলিয়ে আগামী দুই বছরে গ্যাস সরবরাহ পরিস্থিতি স্থিতিশীল হবে বলে প্রত্যাশা সংশ্লিষ্টদের। গ্রাহক পর্যায়ে দাম সহনীয় রাখতে ভারসাম্যমূলক নীতি নেওয়া হয়েছে বলে জানান কর্মকর্তারা। xyxy=(28,1100,211,1389)
article-body: পুঁজিবাজারে তালিকাভুক্ত জীবন বিমা খাতের কোম্পানি মেঘনা লাইফ ইন্স্যুরেন্সের পরিচালনা পর্ষদ শেয়ারহোল্ডারদের জন্য লভ্যাংশ ঘোষণা করেছে। ঢাকা স্টক এক্সচেঞ্জে প্রকাশিত তথ্যে জানানো হয়, সমাপ্ত হিসাব বছরের নিরীক্ষিত আর্থিক প্রতিবেদন পর্যালোচনা করে এ সিদ্ধান্ত নেওয়া হয়েছে। ঘোষিত লভ্যাংশ অনুমোদনের জন্য বার্ষিক সাধারণ সভায় উপস্থাপন করা হবে। রেকর্ড ডেটে যাদের কাছে শেয়ার থাকবে, তারাই এই লভ্যাংশ পাবেন। xyxy=(220,783,403,862)
article-body: এ বছর চিকিৎসাবিজ্ঞানে নোবেল পুরস্কার পেয়েছেন তিন বিজ্ঞানী — মেরি ই ব্রানকো, ফ্রেড রামসডেল ও শিমন সাকাগুচি। রোগ প্রতিরোধ ব্যবস্থার ভারসাম্য রক্ষায় রেগুলেটরি টি-সেলের ভূমিকা আবিষ্কারের জন্য তারা এই সম্মাননা পেলেন। নোবেল কমিটি জানিয়েছে, তাদের গবেষণা ক্যানসার ও অটোইমিউন রোগের চিকিৎসায় নতুন দিগন্ত খুলে দিয়েছে। পেরিফেরাল ইমিউন টলারেন্স নিয়ে তাদের যুগান্তকারী আবিষ্কার ব্যাখ্যা করেছে শরীরের প্রতিরক্ষা ব্যবস্থা কীভাবে নিজের কোষকে আক্রমণ থেকে বিরত থাকে। স্টকহোমের ক্যারোলিনস্কা ইনস্টিটিউটে সোমবার বিজয়ীদের নাম ঘোষণা করা হয়। পুরস্কারের অর্থমূল্য ১ কোটি ১০ লাখ সুইডিশ ক্রোনা তিনজনের মধ্যে ভাগ করে দেওয়া হবে। বিজ্ঞানীরা বলছেন, এই আবিষ্কারের ফলে অঙ্গ প্রতিস্থাপনের সাফল্যের হার বাড়বে এবং ডায়াবেটিসের মতো অটোইমিউন রোগের নতুন চিকিৎসা পদ্ধতি উদ্ভাবন সম্ভব হবে। ১৯৯৫ সালে সাকাগুচি প্রথম রেগুলেটরি টি-সেল শনাক্ত করেন। পরে ব্রানকো ও রামসডেল ফক্সপি-থ্রি জিনের মিউটেশনের সঙ্গে এর সম্পর্ক আবিষ্কার করেন। আগামী ১০ ডিসেম্বর আনুষ্ঠানিকভাবে পুরস্কার তুলে দেওয়া হবে। xyxy=(412,845,595,1044)
column-5 xyxy=(797,100,979,1840)
column-1 xyxy=(28,100,210,1840)
article-continuation xyxy=(605,100,787,750)
article-headline: বস্তিতে কোনও বস্তি নয়, মানুষ যেন xyxy=(423,1247,585,1280)
continued-from-note: শেষ পৃষ্ঠার পর xyxy=(95,661,143,671)
article-headline: ডেসকোর লভ্যাংশ xyxy=(262,1337,360,1353)
article xyxy=(220,745,402,950)
continued-from-note: শেষ পৃষ্ঠার পর xyxy=(480,504,528,514)
article-body: বাংলাদেশ প্রকৌশল শিল্প মালিক সমিতির (বিইআইওএ) নতুন নির্বাহী কমিটি গঠিত হয়েছে। সংগঠনের নতুন নির্বাহী কমিটির সদস্যরা আগামী দুই বছরের জন্য দায়িত্ব পালন করবেন। নবনির্বাচিত সভাপতি বলেন, হালকা প্রকৌশল খাতের উন্নয়নে সরকারের নীতিসহায়তা অব্যাহত থাকবে বলে আশা করছি। xyxy=(220,1223,403,1282)
article xyxy=(28,797,210,1045)
continued-from-note: শেষ পৃষ্ঠার পর xyxy=(480,829,528,839)
continued-from-note: শেষ পৃষ্ঠার পর xyxy=(95,819,143,829)
article-headline: ইবনে সিনা ফার্মার ৩০ কোটি টাকা মুনাফা xyxy=(413,467,595,500)
article-headline: পাহাড়ে অশান্তি সৃষ্টিকারীদের বিরুদ্ধে xyxy=(813,432,964,465)
continued-from-note: শেষ পৃষ্ঠার পর xyxy=(480,169,528,179)
article-headline: পুলিশে ৪ হাজার এসআই নিয়োগে xyxy=(51,624,188,657)
article-columns xyxy=(0,90,1200,1840)
column-2 xyxy=(220,100,402,1840)
section-title: খবরের শেষাংশ xyxy=(460,26,644,62)
article-body: ঢাকা ইলেকট্রিক সাপ্লাই কোম্পানি (ডেসকো) শেয়ারহোল্ডারদের জন্য ১০ শতাংশ নগদ লভ্যাংশ ঘোষণা করেছে। ৩০ জুন ২০২৫ সমাপ্ত অর্থবছরের আর্থিক প্রতিবেদন পর্যালোচনা শেষে পরিচালনা পর্ষদের সভায় এ সিদ্ধান্ত হয়। বার্ষিক সাধারণ সভায় শেয়ারহোল্ডারদের অনুমোদনের পর লভ্যাংশ বিতরণ করা হবে। xyxy=(220,1373,403,1432)
article-headline: অবশেষে শাপলা প্রতীক পাচ্ছে এনসিপি xyxy=(1001,757,1161,790)
article-body: রাজধানীর বস্তিবাসীদের জীবনমান উন্নয়নে সমন্বিত পরিকল্পনা গ্রহণের তাগিদ দিয়েছেন নগর বিশেষজ্ঞরা। এক সেমিনারে বক্তারা বলেন, বস্তিতে কোনও মানুষ যেন অমানবিক পরিবেশে বসবাস করতে বাধ্য না হয়, সেজন্য রাষ্ট্রকে দায়িত্ব নিতে হবে। প্রধান অতিথির বক্তব্যে উপদেষ্টা বলেন, নিম্ন আয়ের মানুষের জন্য মর্যাদাপূর্ণ আবাসনের ব্যবস্থা করতে সরকার কাজ করছে। ভাড়াভিত্তিক ফ্ল্যাট প্রকল্পের আওতা বাড়ানোর পরিকল্পনা রয়েছে। নগর পরিকল্পনাবিদরা বলছেন, টেকসই নগরায়ণের জন্য নিম্ন আয়ের মানুষের আবাসন অগ্রাধিকার পাওয়া উচিত। বস্তিবাসীদের শিক্ষা, স্বাস্থ্য ও কর্মসংস্থানের সুযোগ বাড়াতে সমন্বিত কর্মসূচি নেওয়ার সুপারিশ করেন তারা। xyxy=(412,1300,595,1419)
column-3 xyxy=(413,100,595,1840)
article xyxy=(220,1485,402,1840)
article-body: ব্যাংকগুলোর আর্থিক স্বাস্থ্য পরীক্ষায় আন্তর্জাতিক নিরীক্ষা প্রতিষ্ঠান নিয়োগ দেওয়া হয়েছে। সম্পদের গুণগত মান যাচাই শেষে একীভূতকরণের চূড়ান্ত রূপরেখা ঘোষণা করা হবে। বাংলাদেশ ব্যাংকের সংশ্লিষ্ট বিভাগের কর্মকর্তারা জানান, গ্রাহকদের লেনদেনে কোনো বিঘ্ন ঘটবে না। শাখাগুলোর কার্যক্রম স্বাভাবিক নিয়মে চলবে। একীভূত ব্যাংকের নতুন নাম ও ব্যবস্থাপনা কাঠামো শিগগিরই চূড়ান্ত করা হবে। পর্ষদ পুনর্গঠনের মাধ্যমে পেশাদার ব্যাংকারদের নেতৃত্বে আনা হচ্ছে। আমানত বিমার আওতা বাড়িয়ে দুই লাখ টাকা পর্যন্ত নিশ্চয়তা দেওয়ার বিধান রাখা হয়েছে নতুন অধ্যাদেশে। বিশেষজ্ঞরা বলছেন, সংকট উত্তরণে এটি সঠিক পদক্ষেপ, তবে বাস্তবায়নে স্বচ্ছতা জরুরি। খাত সংশ্লিষ্টরা জানান, আগামী ডিসেম্বরের মধ্যে প্রক্রিয়ার প্রথম ধাপ সম্পন্ন হবে। xyxy=(797,100,980,239)
article xyxy=(28,1045,210,1840)
article-body: ছাত্রদলের দুই পক্ষের সংঘর্ষে অন্তত ১০ জন আহত হয়েছেন বলে স্থানীয় সূত্রে জানা গেছে। প্রত্যক্ষদর্শীরা জানান, মিছিল চলাকালে দুই প্রার্থীর সমর্থকদের মধ্যে ধাওয়া-পাল্টা ধাওয়ার ঘটনা ঘটে। পরে পুলিশ গিয়ে পরিস্থিতি নিয়ন্ত্রণে আনে। আহতদের স্থানীয় হাসপাতালে ভর্তি করা হয়েছে। এ ঘটনায় থানায় পাল্টাপাল্টি অভিযোগ দায়ের করা হয়েছে। জেলা বিএনপির এক নেতা বলেন, দলীয় শৃঙ্খলা ভঙ্গকারীদের বিরুদ্ধে সাংগঠনিক ব্যবস্থা নেওয়া হবে। পুলিশ জানায়, এলাকায় অতিরিক্ত ফোর্স মোতায়েন করা হয়েছে এবং পরিস্থিতি এখন শান্ত রয়েছে। ঘটনার সঙ্গে জড়িতদের চিহ্নিত করতে তদন্ত শুরু হয়েছে। xyxy=(28,835,211,944)
article-headline: বাংলাদেশকে দ্রুত xyxy=(264,1487,359,1503)
article-continuation xyxy=(220,100,402,745)
article xyxy=(990,890,1172,1840)
continued-from-note: তৃতীয় পৃষ্ঠার পর xyxy=(284,1207,339,1217)
continued-from-note: শেষ পৃষ্ঠার পর xyxy=(287,1357,336,1367)
continued-from-note: শেষ পৃষ্ঠার পর xyxy=(95,1084,143,1094)
continued-from-note: তৃতীয় পৃষ্ঠার পর xyxy=(1053,912,1109,922)
article-headline: চিকিৎসায় নোবেল পেলেন তিন বিজ্ঞানী xyxy=(420,792,588,825)
article xyxy=(220,950,402,1185)
continued-from-note: তৃতীয় পৃষ্ঠার পর xyxy=(1053,794,1109,804)
masthead-tagline: সত্যের সন্ধানে নির্ভীক জাতীয় দৈনিক xyxy=(53,15,190,25)
continued-from-note: শেষ পৃষ্ঠার পর xyxy=(480,1284,528,1294)
article-headline: মেঘনা লাইফ ইন্স্যুরেন্সের xyxy=(245,747,378,763)
article-continuation xyxy=(990,100,1172,755)
continued-from-note: তৃতীয় পৃষ্ঠার পর xyxy=(861,469,916,479)
page-header xyxy=(0,0,1200,90)
article-headline: ১২ লাখ খেলাপির কাছে আটকে xyxy=(417,1547,591,1563)
sun-icon xyxy=(37,39,50,52)
article xyxy=(28,622,210,797)
article-body: ১৯ অক্টোবর বিকেল সাড়ে ৪টায় কোম্পানিটির পরিচালনা পর্ষদের সভা অনুষ্ঠিত হবে। সভায় ৩০ জুন ২০২৫ সমাপ্ত অর্থবছরের নিরীক্ষিত আর্থিক প্রতিবেদন পর্যালোচনা করা হবে এবং শেয়ারহোল্ডারদের জন্য লভ্যাংশ ঘোষণা আসতে পারে। গত অর্থবছরে কোম্পানিটি ১০ শতাংশ নগদ লভ্যাংশ দিয়েছিল। চলতি বছরের প্রথমার্ধে কোম্পানিটির শেয়ারপ্রতি আয় (ইপিএস) হয়েছে ২ টাকা ১০ পয়সা, যা আগের বছরের একই সময়ে ছিল ১ টাকা ৮০ পয়সা। বাজার বিশ্লেষকরা বলছেন, কৃষিভিত্তিক কোম্পানিটির ব্যবসা সম্প্রসারণের ইতিবাচক প্রভাব পড়েছে আর্থিক ফলাফলে। xyxy=(220,988,403,1097)
article xyxy=(990,755,1172,890)
continued-from-note: শেষ পৃষ্ঠার পর xyxy=(287,972,336,982)
article xyxy=(220,1335,402,1485)
masthead-name-box xyxy=(28,30,216,78)
article-continuation xyxy=(797,100,979,430)
